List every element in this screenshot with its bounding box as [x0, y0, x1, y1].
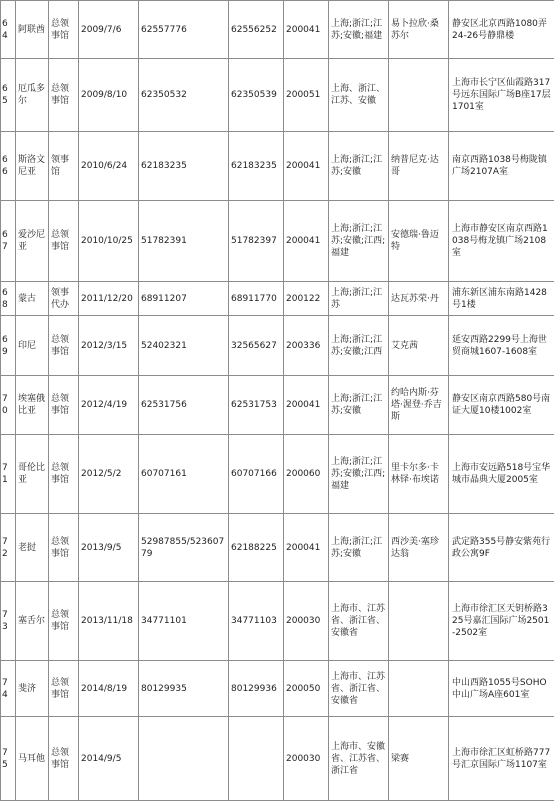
- telephone-cell: 51782391: [139, 201, 229, 282]
- table-row: [1, 132, 554, 201]
- consular-district-cell: 上海;浙江;江苏: [329, 282, 389, 316]
- date-cell: 2013/9/5: [79, 514, 139, 582]
- address-cell: 静安区北京西路1080弄24-26号静鼎楼: [449, 1, 554, 59]
- mission-type-cell: 总领事馆: [49, 59, 79, 132]
- postcode-cell: 200041: [284, 1, 329, 59]
- consular-district-cell: 上海;浙江;江苏;安徽;江西;福建: [329, 435, 389, 514]
- consular-district-cell: 上海;浙江;江苏;安徽;江西;福建: [329, 201, 389, 282]
- telephone-cell: 34771101: [139, 582, 229, 661]
- fax-cell: 62556252: [229, 1, 284, 59]
- address-cell: 上海市长宁区仙霞路317号远东国际广场B座17层1701室: [449, 59, 554, 132]
- consul-name-cell: 纳普尼克·达哥: [389, 132, 449, 201]
- consul-name-cell: 艾克茜: [389, 316, 449, 376]
- fax-cell: 51782397: [229, 201, 284, 282]
- consul-name-cell: [389, 661, 449, 717]
- postcode-cell: 200041: [284, 376, 329, 435]
- consular-district-cell: 上海市、安徽省、江苏省、浙江省: [329, 717, 389, 801]
- address-cell: 武定路355号静安紫苑行政公寓9F: [449, 514, 554, 582]
- fax-cell: 62183235: [229, 132, 284, 201]
- consul-name-cell: 达瓦苏荣·丹: [389, 282, 449, 316]
- telephone-cell: 80129935: [139, 661, 229, 717]
- table-row: [1, 1, 554, 59]
- consul-name-cell: [389, 582, 449, 661]
- mission-type-cell: 领事馆: [49, 132, 79, 201]
- table-row: [1, 717, 554, 801]
- telephone-cell: 62183235: [139, 132, 229, 201]
- address-cell: 南京西路1038号梅陇镇广场2107A室: [449, 132, 554, 201]
- consul-name-cell: 西沙美·塞珍达翁: [389, 514, 449, 582]
- fax-cell: 60707166: [229, 435, 284, 514]
- mission-type-cell: 总领事馆: [49, 201, 79, 282]
- mission-type-cell: 总领事馆: [49, 514, 79, 582]
- telephone-cell: 62531756: [139, 376, 229, 435]
- country-cell: 老挝: [16, 514, 49, 582]
- country-cell: 埃塞俄比亚: [16, 376, 49, 435]
- date-cell: 2012/4/19: [79, 376, 139, 435]
- fax-cell: 80129936: [229, 661, 284, 717]
- country-cell: 斯洛文尼亚: [16, 132, 49, 201]
- consular-district-cell: 上海;浙江;江苏;安徽: [329, 514, 389, 582]
- table-row: [1, 59, 554, 132]
- country-cell: 爱沙尼亚: [16, 201, 49, 282]
- row-number: 74: [1, 661, 16, 717]
- consular-district-cell: 上海市、江苏省、浙江省、安徽省: [329, 661, 389, 717]
- consul-name-cell: 梁赛: [389, 717, 449, 801]
- fax-cell: 62188225: [229, 514, 284, 582]
- address-cell: 上海市安远路518号宝华城市晶典大厦2005室: [449, 435, 554, 514]
- telephone-cell: 52987855/52360779: [139, 514, 229, 582]
- telephone-cell: 62557776: [139, 1, 229, 59]
- date-cell: 2013/11/18: [79, 582, 139, 661]
- telephone-cell: 52402321: [139, 316, 229, 376]
- consular-district-cell: 上海;浙江;江苏;安徽: [329, 132, 389, 201]
- address-cell: 静安区南京西路580号南证大厦10楼1002室: [449, 376, 554, 435]
- country-cell: 塞舌尔: [16, 582, 49, 661]
- table-row: [1, 282, 554, 316]
- consular-district-cell: 上海、浙江、江苏、安徽: [329, 59, 389, 132]
- mission-type-cell: 总领事馆: [49, 717, 79, 801]
- fax-cell: 62531753: [229, 376, 284, 435]
- country-cell: 阿联酋: [16, 1, 49, 59]
- mission-type-cell: 领事代办: [49, 282, 79, 316]
- row-number: 73: [1, 582, 16, 661]
- date-cell: 2011/12/20: [79, 282, 139, 316]
- country-cell: 蒙古: [16, 282, 49, 316]
- address-cell: 中山西路1055号SOHO中山广场A座601室: [449, 661, 554, 717]
- mission-type-cell: 总领事馆: [49, 376, 79, 435]
- date-cell: 2009/8/10: [79, 59, 139, 132]
- consul-name-cell: 易卜拉欣·桑苏尔: [389, 1, 449, 59]
- date-cell: 2010/6/24: [79, 132, 139, 201]
- table-row: [1, 376, 554, 435]
- country-cell: 厄瓜多尔: [16, 59, 49, 132]
- postcode-cell: 200060: [284, 435, 329, 514]
- address-cell: 延安西路2299号上海世贸商城1607-1608室: [449, 316, 554, 376]
- date-cell: 2012/3/15: [79, 316, 139, 376]
- country-cell: 印尼: [16, 316, 49, 376]
- date-cell: 2012/5/2: [79, 435, 139, 514]
- consular-district-cell: 上海;浙江;江苏;安徽: [329, 376, 389, 435]
- row-number: 67: [1, 201, 16, 282]
- consul-name-cell: 约哈内斯·芬塔·渥登·乔吉斯: [389, 376, 449, 435]
- mission-type-cell: 总领事馆: [49, 435, 79, 514]
- row-number: 68: [1, 282, 16, 316]
- telephone-cell: [139, 717, 229, 801]
- postcode-cell: 200336: [284, 316, 329, 376]
- row-number: 72: [1, 514, 16, 582]
- fax-cell: 68911770: [229, 282, 284, 316]
- postcode-cell: 200030: [284, 582, 329, 661]
- table-row: [1, 582, 554, 661]
- postcode-cell: 200041: [284, 514, 329, 582]
- consul-name-cell: 里卡尔多·卡林铎·布埃诺: [389, 435, 449, 514]
- date-cell: 2010/10/25: [79, 201, 139, 282]
- date-cell: 2014/9/5: [79, 717, 139, 801]
- mission-type-cell: 总领事馆: [49, 1, 79, 59]
- row-number: 64: [1, 1, 16, 59]
- postcode-cell: 200041: [284, 201, 329, 282]
- mission-type-cell: 总领事馆: [49, 661, 79, 717]
- consular-district-cell: 上海市、江苏省、浙江省、安徽省: [329, 582, 389, 661]
- fax-cell: 62350539: [229, 59, 284, 132]
- postcode-cell: 200041: [284, 132, 329, 201]
- address-cell: 上海市静安区南京西路1038号梅龙镇广场2108室: [449, 201, 554, 282]
- consular-district-cell: 上海;浙江;江苏;安徽;福建: [329, 1, 389, 59]
- row-number: 71: [1, 435, 16, 514]
- row-number: 66: [1, 132, 16, 201]
- row-number: 69: [1, 316, 16, 376]
- country-cell: 哥伦比亚: [16, 435, 49, 514]
- fax-cell: 34771103: [229, 582, 284, 661]
- table-row: [1, 661, 554, 717]
- telephone-cell: 60707161: [139, 435, 229, 514]
- date-cell: 2014/8/19: [79, 661, 139, 717]
- telephone-cell: 62350532: [139, 59, 229, 132]
- address-cell: 上海市徐汇区虹桥路777号汇京国际广场1107室: [449, 717, 554, 801]
- postcode-cell: 200122: [284, 282, 329, 316]
- address-cell: 上海市徐汇区天钥桥路325号嘉汇国际广场2501-2502室: [449, 582, 554, 661]
- postcode-cell: 200030: [284, 717, 329, 801]
- mission-type-cell: 总领事馆: [49, 582, 79, 661]
- table-row: [1, 201, 554, 282]
- address-cell: 浦东新区浦东南路1428号1楼: [449, 282, 554, 316]
- consular-district-cell: 上海;浙江;江苏;安徽;江西: [329, 316, 389, 376]
- row-number: 70: [1, 376, 16, 435]
- postcode-cell: 200050: [284, 661, 329, 717]
- consul-name-cell: 安德瑞·鲁迈特: [389, 201, 449, 282]
- mission-type-cell: 总领事馆: [49, 316, 79, 376]
- country-cell: 斐济: [16, 661, 49, 717]
- fax-cell: [229, 717, 284, 801]
- telephone-cell: 68911207: [139, 282, 229, 316]
- row-number: 65: [1, 59, 16, 132]
- table-row: [1, 316, 554, 376]
- country-cell: 马耳他: [16, 717, 49, 801]
- date-cell: 2009/7/6: [79, 1, 139, 59]
- consul-name-cell: [389, 59, 449, 132]
- postcode-cell: 200051: [284, 59, 329, 132]
- table-row: [1, 435, 554, 514]
- row-number: 75: [1, 717, 16, 801]
- fax-cell: 32565627: [229, 316, 284, 376]
- table-row: [1, 514, 554, 582]
